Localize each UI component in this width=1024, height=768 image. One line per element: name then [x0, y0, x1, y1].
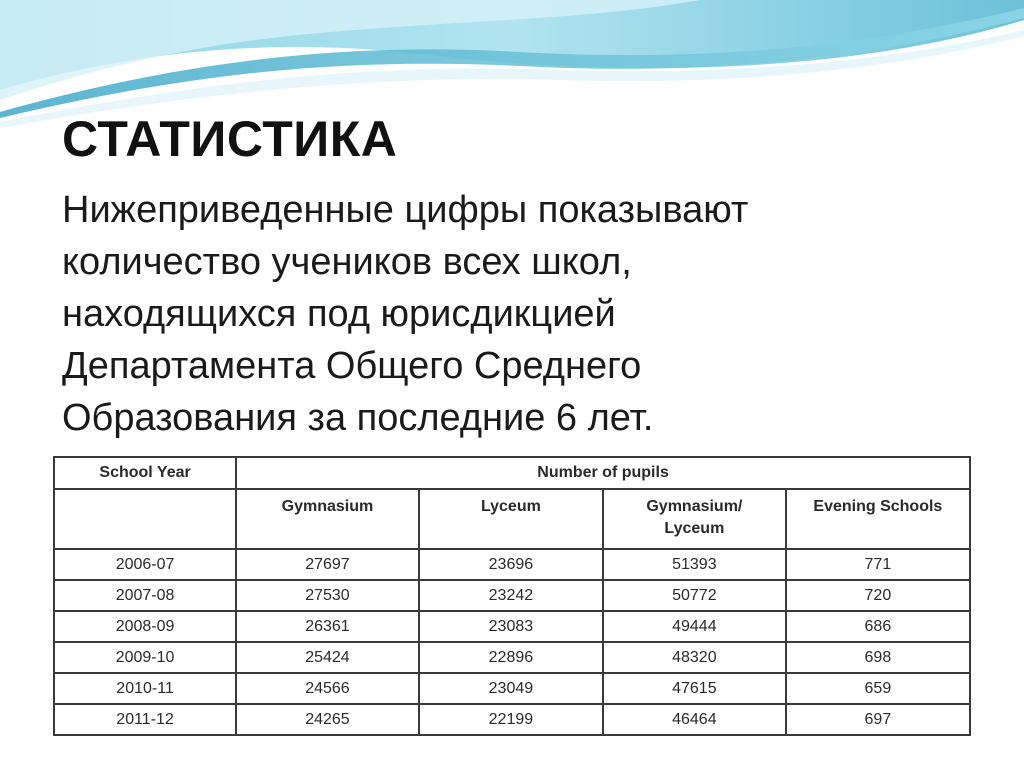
- header-school-year: School Year: [54, 457, 236, 489]
- header-evening-schools: Evening Schools: [786, 489, 970, 549]
- table-row: [54, 673, 970, 704]
- paragraph-line: Департамента Общего Среднего: [62, 345, 642, 387]
- cell-evening-schools: 697: [786, 704, 970, 735]
- cell-school-year: 2011-12: [54, 704, 236, 735]
- cell-evening-schools: 686: [786, 611, 970, 642]
- table-row: [54, 704, 970, 735]
- pupils-table: [53, 456, 971, 736]
- cell-evening-schools: 720: [786, 580, 970, 611]
- cell-lyceum: 22199: [419, 704, 603, 735]
- table-row: [54, 580, 970, 611]
- slide-title: СТАТИСТИКА: [62, 111, 398, 167]
- slide-paragraph: [62, 184, 962, 444]
- header-number-of-pupils: Number of pupils: [236, 457, 970, 489]
- cell-gymnasium-lyceum: 47615: [603, 673, 786, 704]
- cell-gymnasium-lyceum: 51393: [603, 549, 786, 580]
- cell-school-year: 2007-08: [54, 580, 236, 611]
- cell-lyceum: 22896: [419, 642, 603, 673]
- statistics-table-panel: [47, 450, 981, 740]
- paragraph-line: Образования за последние 6 лет.: [62, 397, 654, 439]
- paragraph-line: Нижеприведенные цифры показывают: [62, 189, 749, 231]
- header-lyceum: Lyceum: [419, 489, 603, 549]
- cell-school-year: 2009-10: [54, 642, 236, 673]
- cell-gymnasium-lyceum: 48320: [603, 642, 786, 673]
- cell-evening-schools: 659: [786, 673, 970, 704]
- cell-lyceum: 23242: [419, 580, 603, 611]
- cell-gymnasium: 27530: [236, 580, 419, 611]
- table-row: [54, 642, 970, 673]
- cell-gymnasium: 24265: [236, 704, 419, 735]
- cell-school-year: 2010-11: [54, 673, 236, 704]
- header-empty: [54, 489, 236, 549]
- table-subheader-row: [54, 489, 970, 549]
- cell-gymnasium: 24566: [236, 673, 419, 704]
- paragraph-line: находящихся под юрисдикцией: [62, 293, 616, 335]
- cell-gymnasium: 26361: [236, 611, 419, 642]
- cell-evening-schools: 698: [786, 642, 970, 673]
- table-row: [54, 549, 970, 580]
- cell-gymnasium-lyceum: 46464: [603, 704, 786, 735]
- cell-school-year: 2006-07: [54, 549, 236, 580]
- table-row: [54, 611, 970, 642]
- cell-gymnasium-lyceum: 49444: [603, 611, 786, 642]
- header-gymnasium: Gymnasium: [236, 489, 419, 549]
- table-body: [54, 549, 970, 735]
- header-gymnasium-lyceum: Gymnasium/ Lyceum: [603, 489, 786, 549]
- cell-evening-schools: 771: [786, 549, 970, 580]
- paragraph-line: количество учеников всех школ,: [62, 241, 632, 283]
- cell-gymnasium: 27697: [236, 549, 419, 580]
- table-header-row: [54, 457, 970, 489]
- cell-lyceum: 23083: [419, 611, 603, 642]
- cell-lyceum: 23049: [419, 673, 603, 704]
- cell-gymnasium: 25424: [236, 642, 419, 673]
- cell-gymnasium-lyceum: 50772: [603, 580, 786, 611]
- cell-lyceum: 23696: [419, 549, 603, 580]
- cell-school-year: 2008-09: [54, 611, 236, 642]
